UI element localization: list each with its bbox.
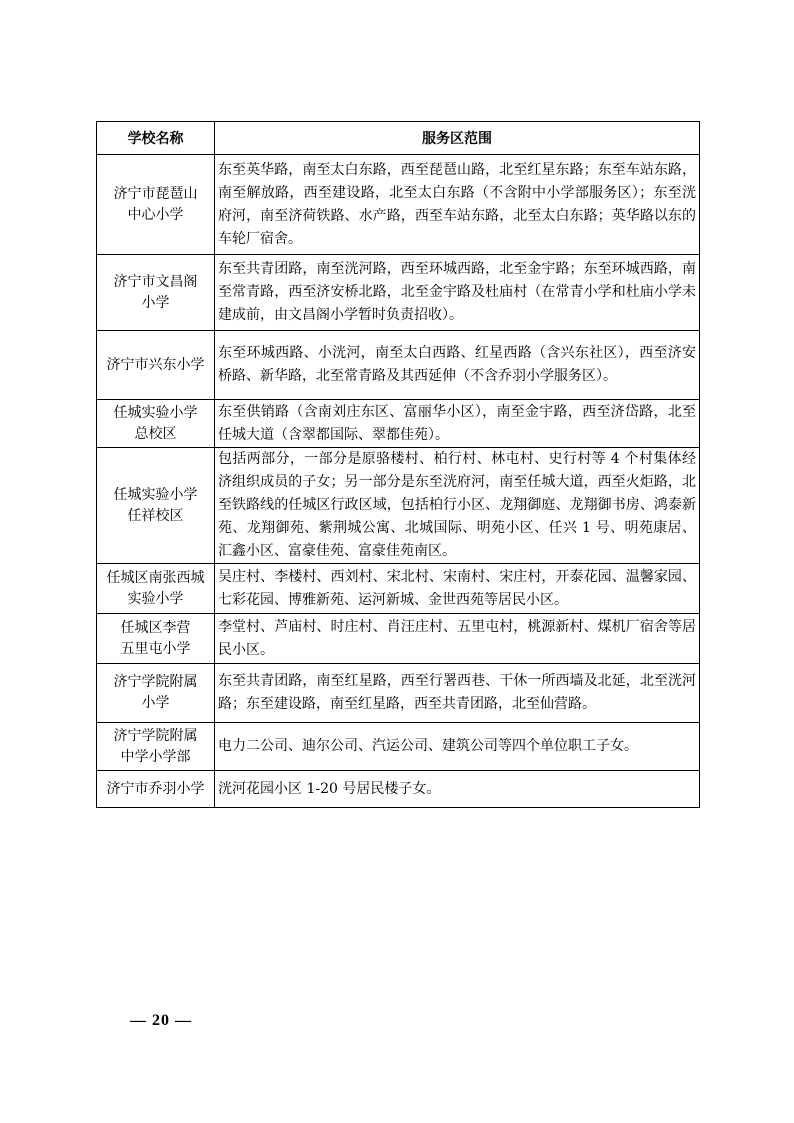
service-area: 吴庄村、李楼村、西刘村、宋北村、宋南村、宋庄村，开泰花园、温馨家园、七彩花园、博雅新苑、运河新城、金世西苑等居民小区。 <box>215 564 700 614</box>
service-area: 东至共青团路，南至洸河路，西至环城西路，北至金宇路；东至环城西路，南至常青路，西至济安桥北路，北至金宇路及杜庙村（在常青小学和杜庙小学未建成前，由文昌阁小学暂时负责招收）。 <box>215 255 700 331</box>
school-name: 任城区南张西城 实验小学 <box>97 564 215 614</box>
table-row <box>97 155 700 255</box>
page-number: — 20 — <box>130 1012 192 1029</box>
table-row <box>97 664 700 723</box>
service-area: 洸河花园小区 1-20 号居民楼子女。 <box>215 771 700 808</box>
table-row <box>97 331 700 400</box>
school-name: 济宁学院附属 小学 <box>97 664 215 723</box>
service-area: 东至共青团路，南至红星路，西至行署西巷、干休一所西墙及北延，北至洸河路；东至建设路，南至红星路，西至共青团路，北至仙营路。 <box>215 664 700 723</box>
table-row <box>97 564 700 614</box>
table-row <box>97 771 700 808</box>
header-school-name: 学校名称 <box>97 122 215 155</box>
service-area: 东至英华路，南至太白东路，西至琵琶山路，北至红星东路；东至车站东路，南至解放路，西至建设路，北至太白东路（不含附中小学部服务区）；东至洸府河，南至济荷铁路、水产路，西至车站东路，北至太白东路；英华路以东的车轮厂宿舍。 <box>215 155 700 255</box>
table-row <box>97 614 700 664</box>
school-name: 任城实验小学 总校区 <box>97 400 215 448</box>
table-row <box>97 723 700 771</box>
school-name: 任城实验小学 任祥校区 <box>97 448 215 564</box>
header-service-area: 服务区范围 <box>215 122 700 155</box>
school-name: 济宁学院附属 中学小学部 <box>97 723 215 771</box>
table-header-row <box>97 122 700 155</box>
table-row <box>97 255 700 331</box>
service-area: 李堂村、芦庙村、时庄村、肖汪庄村、五里屯村，桃源新村、煤机厂宿舍等居民小区。 <box>215 614 700 664</box>
school-name: 任城区李营 五里屯小学 <box>97 614 215 664</box>
table-row <box>97 400 700 448</box>
school-name: 济宁市琵琶山 中心小学 <box>97 155 215 255</box>
service-area: 东至供销路（含南刘庄东区、富丽华小区），南至金宇路，西至济岱路，北至任城大道（含翠都国际、翠都佳苑）。 <box>215 400 700 448</box>
table-row <box>97 448 700 564</box>
school-name: 济宁市乔羽小学 <box>97 771 215 808</box>
service-area: 电力二公司、迪尔公司、汽运公司、建筑公司等四个单位职工子女。 <box>215 723 700 771</box>
school-name: 济宁市兴东小学 <box>97 331 215 400</box>
service-area: 包括两部分，一部分是原骆楼村、柏行村、林屯村、史行村等 4 个村集体经济组织成员的子女；另一部分是东至洸府河，南至任城大道，西至火炬路，北至铁路线的任城区行政区域，包括柏行小区、龙翔御庭、龙翔御书房、鸿泰新苑、龙翔御苑、紫荆城公寓、北城国际、明苑小区、任兴 1 号、明苑康居、汇鑫小区、富豪佳苑、富豪佳苑南区。 <box>215 448 700 564</box>
service-area: 东至环城西路、小洸河，南至太白西路、红星西路（含兴东社区），西至济安桥路、新华路，北至常青路及其西延伸（不含乔羽小学服务区）。 <box>215 331 700 400</box>
school-name: 济宁市文昌阁 小学 <box>97 255 215 331</box>
school-district-table <box>96 121 700 808</box>
